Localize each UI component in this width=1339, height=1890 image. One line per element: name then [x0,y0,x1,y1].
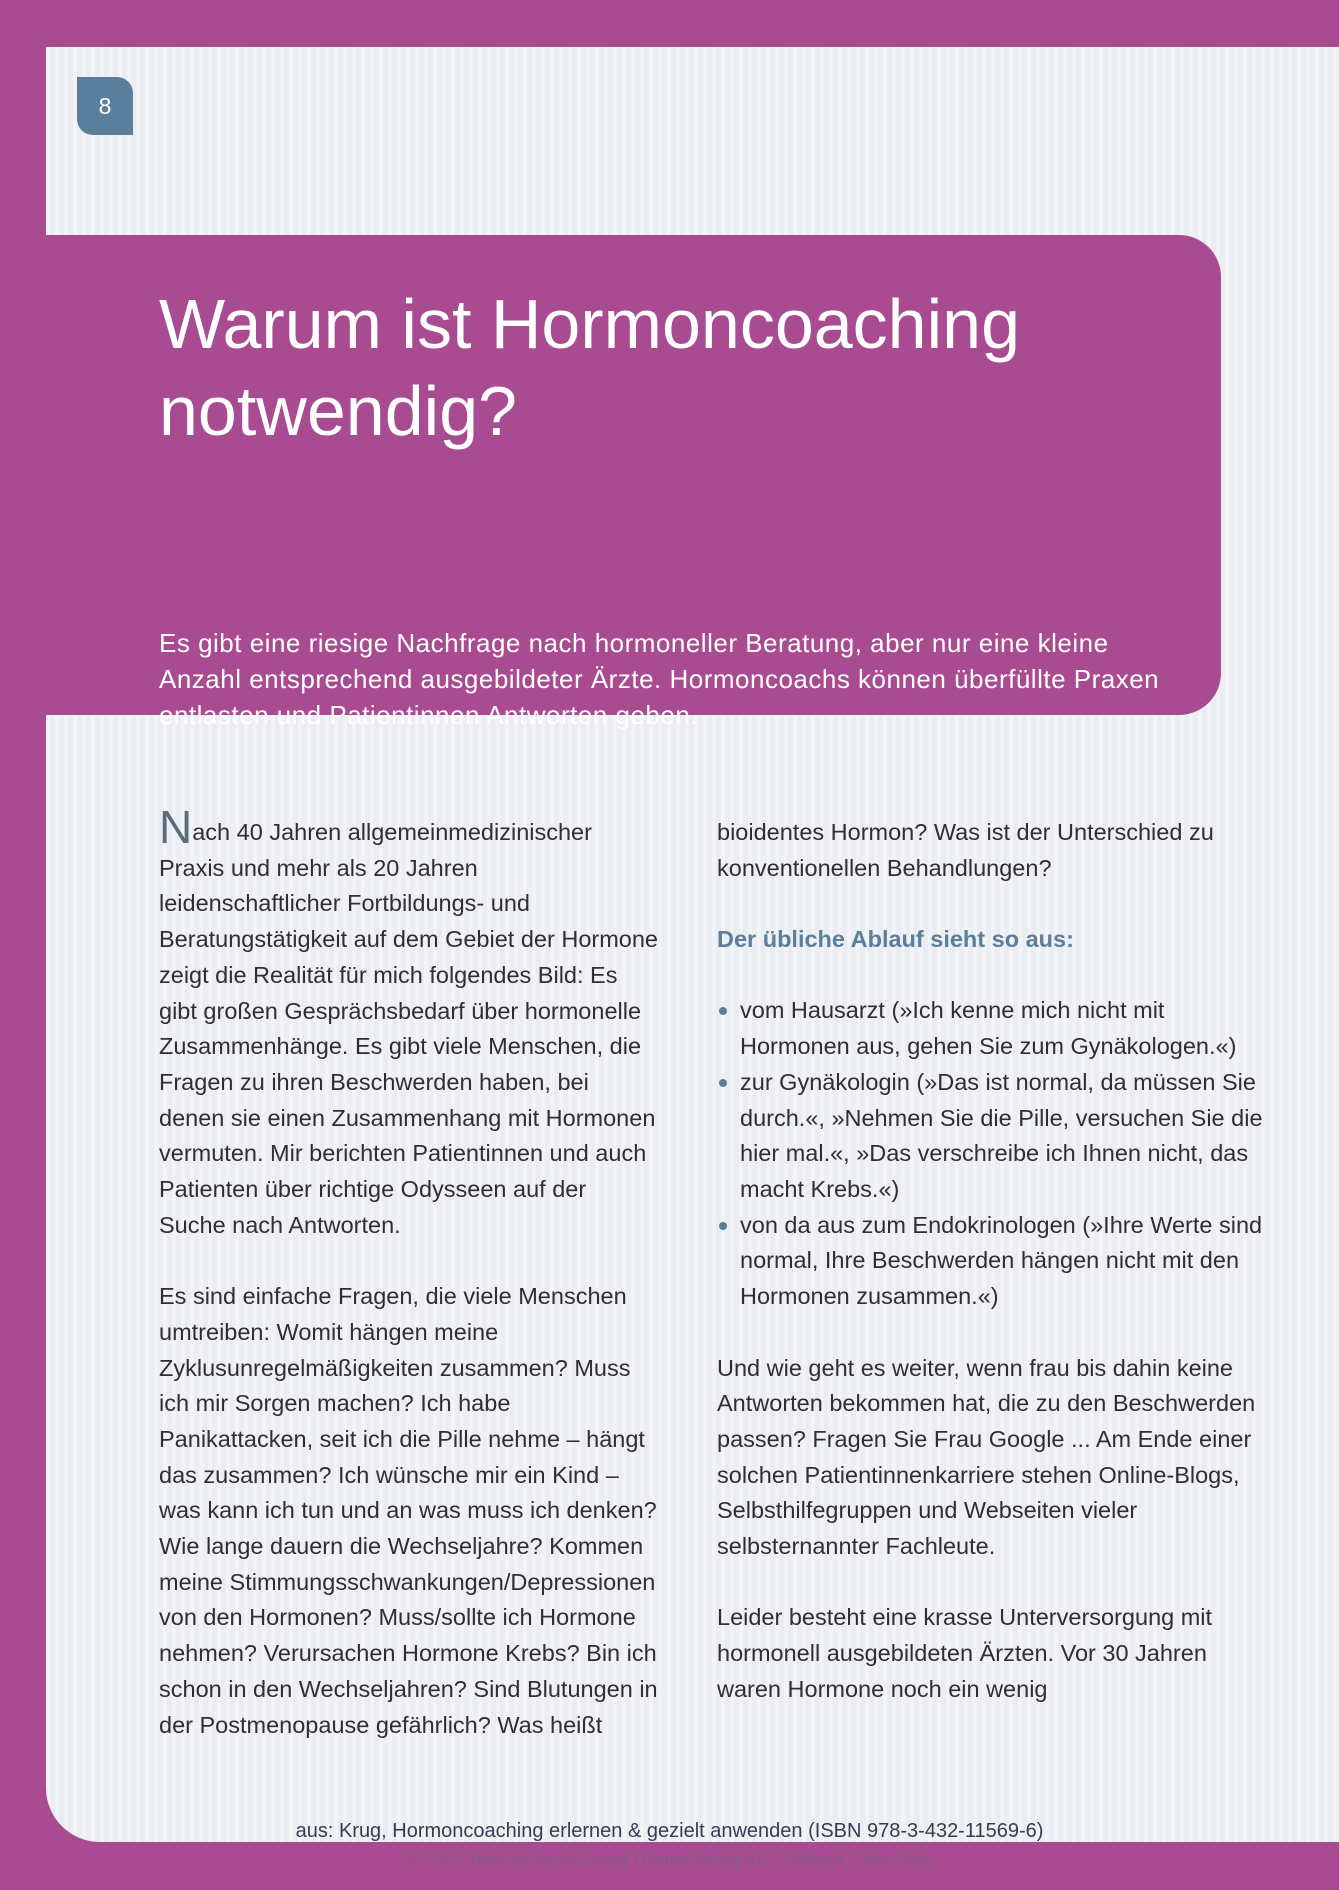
copyright-footer: © 2021 Trias Verlag in Georg Thieme Verlag KG, Stuttgart · New York [407,1850,932,1869]
right-column [717,815,1277,1743]
title-line-1: Warum ist Hormoncoaching [159,285,1021,363]
lead-paragraph: Es gibt eine riesige Nachfrage nach hormoneller Beratung, aber nur eine kleine Anzahl entsprechend ausgebildeter Ärzte. Hormoncoachs können überfüllte Praxen entlasten und Patientinnen Antworten geben. [159,628,1160,730]
right-paragraph-2: Und wie geht es weiter, wenn frau bis dahin keine Antworten bekommen hat, die zu den Beschwerden passen? Fragen Sie Frau Google ... Am Ende einer solchen Patientinnenkarriere stehen Online-Blogs, Selbsthilfegruppen und Webseiten vieler selbsternannter Fachleute. [717,1354,1256,1560]
page-title [159,281,1179,455]
list-item: von da aus zum Endokrinologen (»Ihre Werte sind normal, Ihre Beschwerden hängen nicht mit den Hormonen zusammen.«) [717,1208,1277,1315]
page-sheet [46,47,1339,1842]
left-paragraph-1-text: ach 40 Jahren allgemeinmedizinischer Praxis und mehr als 20 Jahren leidenschaftlicher Fortbildungs- und Beratungstätigkeit auf dem Gebiet der Hormone zeigt die Realität für mich folgendes Bild: Es gibt großen Gesprächsbedarf über hormonelle Zusammenhänge. Es gibt viele Menschen, die Fragen zu ihren Beschwerden haben, bei denen sie einen Zusammenhang mit Hormonen vermuten. Mir berichten Patientinnen und auch Patienten über richtige Odysseen auf der Suche nach Antworten. [159,819,658,1238]
title-banner [46,235,1221,730]
left-paragraph-2: Es sind einfache Fragen, die viele Menschen umtreiben: Womit hängen meine Zyklusunregelmäßigkeiten zusammen? Muss ich mir Sorgen machen? Ich habe Panikattacken, seit ich die Pille nehme – hängt das zusammen? Ich wünsche mir ein Kind – was kann ich tun und an was muss ich denken? Wie lange dauern die Wechseljahre? Kommen meine Stimmungsschwankungen/Depressionen von den Hormonen? Muss/sollte ich Hormone nehmen? Verursachen Hormone Krebs? Bin ich schon in den Wechseljahren? Sind Blutungen in der Postmenopause gefährlich? Was heißt [159,1283,658,1738]
page-number-badge [77,77,133,135]
process-bullet-list [717,993,1277,1314]
list-item: zur Gynäkologin (»Das ist normal, da müssen Sie durch.«, »Nehmen Sie die Pille, versuchen Sie die hier mal.«, »Das verschreibe ich Ihnen nicht, das macht Krebs.«) [717,1065,1277,1208]
source-footer: aus: Krug, Hormoncoaching erlernen & gezielt anwenden (ISBN 978-3-432-11569-6) [295,1820,1044,1842]
left-paragraph-1 [159,801,659,1243]
title-line-2: notwendig? [159,372,518,450]
section-subheading: Der übliche Ablauf sieht so aus: [717,926,1074,953]
list-item: vom Hausarzt (»Ich kenne mich nicht mit Hormonen aus, gehen Sie zum Gynäkologen.«) [717,993,1277,1064]
right-paragraph-3: Leider besteht eine krasse Unterversorgung mit hormonell ausgebildeten Ärzten. Vor 30 Jahren waren Hormone noch ein wenig [717,1604,1213,1702]
page-number: 8 [98,92,112,119]
right-paragraph-1: bioidentes Hormon? Was ist der Unterschied zu konventionellen Behandlungen? [717,819,1214,881]
left-column [159,801,659,1779]
drop-cap: N [159,801,193,853]
